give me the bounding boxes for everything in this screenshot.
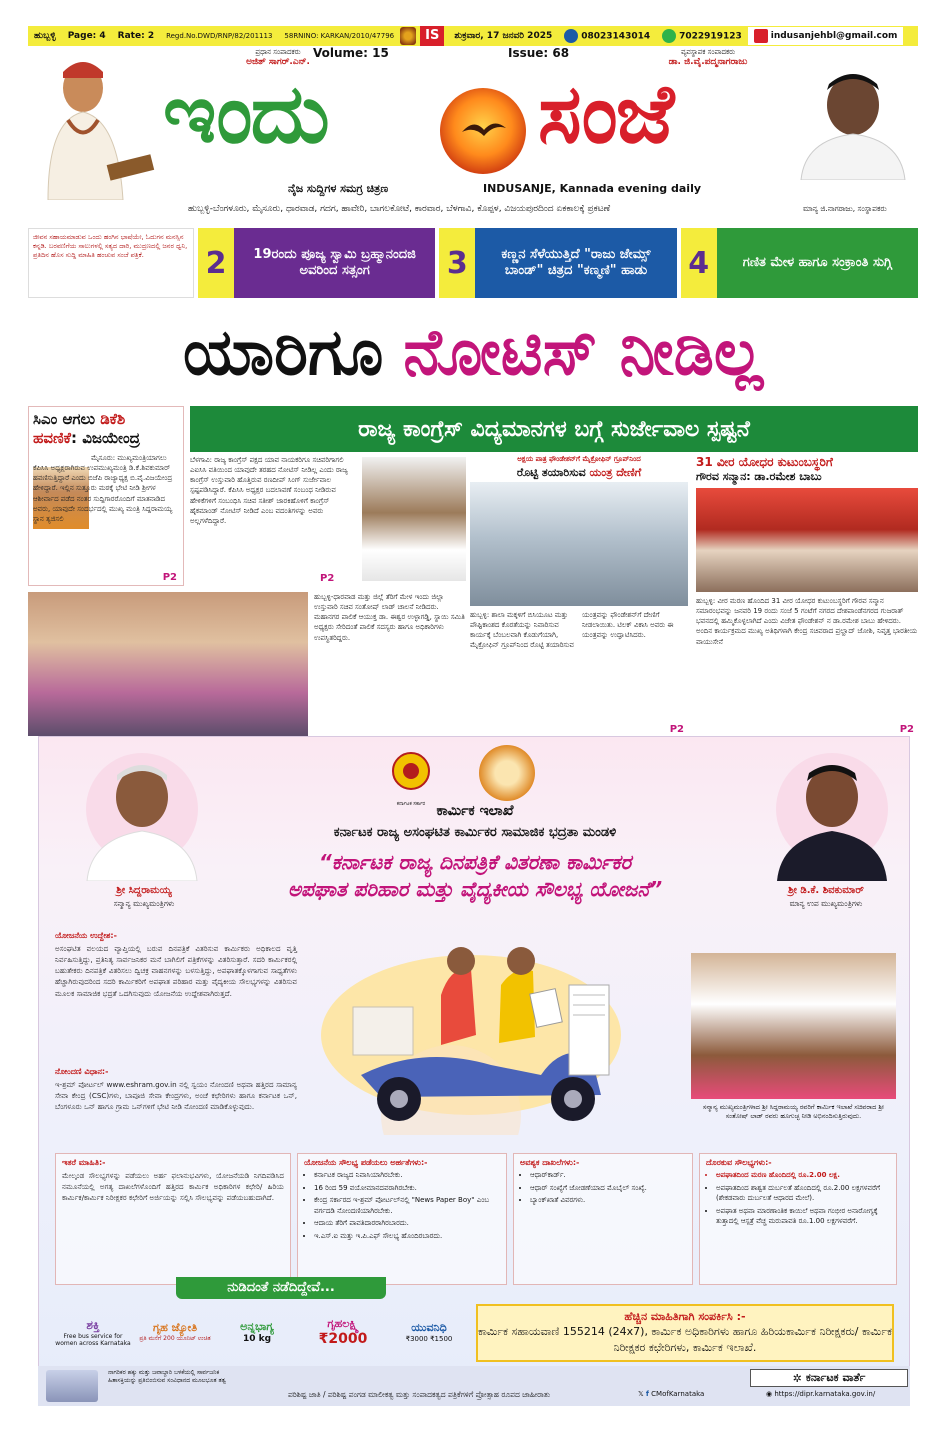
teaser-text: ಗಣಿತ ಮೇಳ ಹಾಗೂ ಸಂಕ್ರಾಂತಿ ಸುಗ್ಗಿ [717, 228, 918, 298]
benefit-item: • ಅಪಘಾತದಿಂದ ಶಾಶ್ವತ ದುರ್ಬಲತೆ ಹೊಂದಿದಲ್ಲಿ ರೂ.2.00 ಲಕ್ಷಗಳವರೆಗೆ (ಶೇಕಡವಾರು ದುರ್ಬಲತೆ ಆಧಾರದ ಮೇಲೆ). [716, 1183, 890, 1204]
cm-felicitation-photo [691, 953, 896, 1099]
teaser-3[interactable] [439, 228, 676, 298]
founder-portrait-right [793, 60, 913, 180]
title-part: ಯಂತ್ರ ದೇಣಿಗೆ [589, 466, 642, 479]
masthead-title-left: ಇಂದು [163, 66, 328, 162]
eligibility-item: • ಕರ್ನಾಟಕ ರಾಜ್ಯದ ನಿವಾಸಿಯಾಗಿರಬೇಕು. [314, 1170, 500, 1181]
contact-box [476, 1304, 894, 1362]
teaser-4[interactable] [681, 228, 918, 298]
main-headline [28, 300, 918, 405]
dcm-portrait [767, 751, 897, 881]
jump-page: P2 [669, 724, 684, 735]
tax-fair-story[interactable] [314, 592, 466, 736]
karnataka-varthe-brand [750, 1369, 908, 1387]
soldiers-title: 31 ವೀರ ಯೋಧರ ಕುಟುಂಬಸ್ಥರಿಗೆ [696, 455, 833, 469]
md-name: ಡಾ. ಜಿ.ವೈ.ಪದ್ಮನಾಗರಾಜು [668, 57, 748, 67]
footer-middle-text: ಪರಿಶಿಷ್ಟ ಜಾತಿ / ಪರಿಶಿಷ್ಟ ಪಂಗಡ ಮಾಲೀಕತ್ವ ಮತ್ತು ಸಂಪಾದಕತ್ವದ ಪತ್ರಿಕೆಗಳಿಗೆ ಪ್ರೋತ್ಸಾಹ ರೂಪದ ಜಾಹೀರಾತು [288, 1390, 551, 1399]
teaser-number: 3 [439, 228, 475, 298]
registration-section [55, 1067, 297, 1112]
gruha-jyothi-logo [137, 1321, 213, 1343]
eligibility-item: • 16 ರಿಂದ 59 ವಯೋಮಾನದವರಾಗಿರಬೇಕು. [314, 1183, 500, 1194]
globe-icon: ◉ [766, 1390, 773, 1398]
other-info-box [55, 1153, 291, 1285]
documents-heading: ಅವಶ್ಯಕ ದಾಖಲೆಗಳು:- [520, 1158, 580, 1167]
scheme-sub: 10 kg [242, 1334, 272, 1344]
teaser-text: 19ರಂದು ಪೂಜ್ಯ ಸ್ವಾಮಿ ಬ್ರಹ್ಮಾನಂದಜಿ ಅವರಿಂದ ಸತ್ಸಂಗ [234, 228, 435, 298]
scheme-name: ಗೃಹಲಕ್ಷ್ಮಿ [327, 1317, 359, 1330]
teaser-row [28, 228, 918, 298]
scheme-sub: ಪ್ರತಿ ಮನೆಗೆ 200 ಯೂನಿಟ್ ಉಚಿತ [139, 1335, 211, 1342]
scheme-name: ಯುವನಿಧಿ [411, 1321, 447, 1334]
title-part: ಸಿಎಂ ಆಗಲು [33, 410, 101, 428]
varthe-logo-icon: ✲ [792, 1371, 802, 1385]
x-icon: 𝕏 [638, 1390, 644, 1398]
other-info-heading: ಇತರೆ ಮಾಹಿತಿ:- [62, 1158, 106, 1167]
side-story-title [29, 407, 183, 448]
board-name: ಕರ್ನಾಟಕ ರಾಜ್ಯ ಅಸಂಘಟಿತ ಕಾರ್ಮಿಕರ ಸಾಮಾಜಿಕ ಭದ್ರತಾ ಮಂಡಳಿ [333, 825, 617, 840]
volume: Volume: 15 [313, 46, 389, 60]
scheme-line-2: ಅಪಘಾತ ಪರಿಹಾರ ಮತ್ತು ವೈದ್ಯಕೀಯ ಸೌಲಭ್ಯ ಯೋಜನೆ” [287, 877, 663, 901]
soldiers-story[interactable] [696, 455, 918, 737]
document-item: • ಆಧಾರ್ ಸಂಖ್ಯೆಗೆ ಜೋಡಣೆಯಾದ ಮೊಬೈಲ್ ಸಂಖ್ಯೆ. [530, 1183, 686, 1194]
objective-heading: ಯೋಜನೆಯ ಉದ್ದೇಶ:- [55, 931, 117, 940]
masthead-info-bar [28, 26, 918, 46]
guarantee-logos [55, 1303, 475, 1361]
scheme-name: ಶಕ್ತಿ [86, 1317, 100, 1332]
eligibility-item: • ಇ.ಎಸ್.ಐ ಮತ್ತು ಇ.ಪಿ.ಎಫ್ ಸೌಲಭ್ಯ ಹೊಂದಿರಬಾರದು. [314, 1231, 500, 1242]
benefits-heading: ದೊರಕುವ ಸೌಲಭ್ಯಗಳು:- [706, 1158, 772, 1167]
roti-machine-photo [470, 482, 688, 606]
contact-heading: ಹೆಚ್ಚಿನ ಮಾಹಿತಿಗಾಗಿ ಸಂಪರ್ಕಿಸಿ :- [624, 1310, 746, 1323]
gruha-lakshmi-logo [301, 1317, 385, 1347]
dcm-role: ಮಾನ್ಯ ಉಪ ಮುಖ್ಯಮಂತ್ರಿಗಳು [789, 899, 863, 908]
intro-blurb: ಜೀವನ ಸಹಾಯಮಾಡುವ ಒಂದು ಹಂಗಿನ ಭಾಷೆಯೇ, ಓದುಗನ ಮನಸ್ಸಿನ ಕನ್ನಡಿ. ಬರವಣಿಗೆಯ ಸಾಲುಗಳಲ್ಲಿ ಸತ್ಯದ ದಾರಿ, ಮುದ್ರಣದಲ್ಲಿ ಜನರ ಧ್ವನಿ, ಪ್ರತಿದಿನ ಹೊಸ ಸುದ್ದಿ ಮಾಹಿತಿ ಹಂಚುವ ಸಂಜೆ ಪತ್ರಿಕೆ. [28, 228, 194, 298]
eligibility-heading: ಯೋಜನೆಯ ಸೌಲಭ್ಯ ಪಡೆಯಲು ಅರ್ಹತೆಗಳು:- [304, 1158, 428, 1167]
teaser-number: 4 [681, 228, 717, 298]
eligibility-box [297, 1153, 507, 1285]
title-part: ಡಿಕೆಶಿ [100, 410, 126, 428]
md-credit [618, 48, 798, 67]
akshaya-kicker: ಅಕ್ಷಯ ಪಾತ್ರ ಫೌಂಡೇಶನ್‌ಗೆ ಮೈಕ್ರೋಫಿನ್ ಗ್ರೂಪ್‌ನಿಂದ [517, 455, 641, 463]
documents-box [513, 1153, 693, 1285]
social-name: CMofKarnataka [651, 1390, 705, 1398]
masthead [28, 48, 918, 224]
scheme-name: ಗೃಹ ಜ್ಯೋತಿ [152, 1321, 198, 1334]
akshaya-body: ಹುಬ್ಬಳ್ಳಿ: ಶಾಲಾ ಮಕ್ಕಳಿಗೆ ಬಿಸಿಯೂಟ ಮತ್ತು ಪೌಷ್ಟಿಕಾಂಶದ ಕೊರತೆಯನ್ನು ನಿವಾರಿಸುವ ಕಾರ್ಯಕ್ಕೆ ಬೆಂಬಲವಾಗಿ ಕೊಡುಗೆಯಾಗಿ, ಮೈಕ್ರೋಫಿನ್ ಗ್ರೂಪ್‌ನಿಂದ ರೊಟ್ಟಿ ತಯಾರಿಸುವ ಯಂತ್ರವನ್ನು ಫೌಂಡೇಶನ್‌ಗೆ ದೇಣಿಗೆ ನೀಡಲಾಯಿತು. ಟಿಲಕ್ ವಿಕಾಸಿ ಅವರು ಈ ಯಂತ್ರವನ್ನು ಉದ್ಘಾಟಿಸಿದರು. [470, 611, 674, 650]
objective-body: ಅಸಂಘಟಿತ ವಲಯದ ವ್ಯಾಪ್ತಿಯಲ್ಲಿ ಬರುವ ದಿನಪತ್ರಿಕೆ ವಿತರಿಸುವ ಕಾರ್ಮಿಕರು ಅಧಿಕಾಲದ ವೃತ್ತಿ ನಿರ್ವಹಿಸುತ್ತಿದ್ದು, ಪ್ರತಿನಿತ್ಯ ಸಾರ್ವಜನಿಕರ ಮನೆ ಬಾಗಿಲಿಗೆ ಪತ್ರಿಕೆಗಳನ್ನು ವಿತರಿಸುತ್ತಾರೆ. ಸದರಿ ಕಾರ್ಮಿಕರಲ್ಲಿ ಬಹುತೇಕರು ದಿನಪತ್ರಿಕೆ ವಿತರಿಸಲು ದ್ವಿಚಕ್ರ ವಾಹನಗಳನ್ನು ಬಳಸುತ್ತಿದ್ದು, ಅಪಘಾತಕ್ಕೊಳಗಾಗುವ ಸಾಧ್ಯತೆಗಳು ಹೆಚ್ಚಾಗಿರುವುದರಿಂದ ಸದರಿ ಕಾರ್ಮಿಕರಿಗೆ ಅಪಘಾತ ಪರಿಹಾರ ಮತ್ತು ವೈದ್ಯಕೀಯ ಸೌಲಭ್ಯಗಳನ್ನು ವಿತರಿಸುವ ಮೂಲಕ ಸಾಮಾಜಿಕ ಭದ್ರತೆ ಒದಗಿಸುವುದು ಯೋಜನೆಯ ಉದ್ದೇಶವಾಗಿರುತ್ತದೆ. [55, 944, 297, 998]
issue: Issue: 68 [508, 46, 570, 60]
cm-name: ಶ್ರೀ ಸಿದ್ದರಾಮಯ್ಯ [116, 885, 172, 896]
soldiers-body: ಹುಬ್ಬಳ್ಳಿ: ವೀರ ಮರಣ ಹೊಂದಿದ 31 ವೀರ ಯೋಧರ ಕುಟುಂಬಸ್ಥರಿಗೆ ಗೌರವ ಸನ್ಮಾನ ಸಮಾರಂಭವನ್ನು ಜನವರಿ 19 ರಂದು ಸಂಜೆ 5 ಗಂಟೆಗೆ ನಗರದ ದೇಶಪಾಂಡೆನಗರದ ಗುಜರಾತ್ ಭವನದಲ್ಲಿ ಹಮ್ಮಿಕೊಳ್ಳಲಾಗಿದೆ ಎಂದು ವಿಜೇತ ಫೌಂಡೇಶನ್ ನ ಡಾ.ರಮೇಶ ಬಾಬು ಹೇಳಿದರು. ಅಂದಿನ ಕಾರ್ಯಕ್ರಮದ ಮುಖ್ಯ ಅತಿಥಿಗಳಾಗಿ ಕೇಂದ್ರ ಸಚಿವರಾದ ಪ್ರಲ್ಹಾದ್ ಜೋಶಿ, ನಿವೃತ್ತ ಭಾರತೀಯ ವಾಯುಸೇನೆ [696, 597, 917, 646]
brand-name: ಕರ್ನಾಟಕ ವಾರ್ತೆ [805, 1371, 866, 1384]
email-address: indusanjehbl@gmail.com [770, 31, 898, 41]
masthead-title-right: ಸಂಜೆ [538, 66, 673, 162]
headline-part1: ಯಾರಿಗೂ [182, 315, 384, 390]
welfare-board-logo-icon [479, 745, 535, 801]
objective-section [55, 931, 297, 999]
benefits-box [699, 1153, 897, 1285]
headline-part2: ನೋಟಿಸ್ ನೀಡಿಲ್ಲ [403, 315, 763, 390]
emblem-text: ಕರ್ನಾಟಕ ಸರ್ಕಾರ [396, 801, 426, 807]
registration-heading: ನೋಂದಣಿ ವಿಧಾನ:- [55, 1067, 109, 1076]
edition-cities: ಹುಬ್ಬಳ್ಳಿ-ಬೆಂಗಳೂರು, ಮೈಸೂರು, ಧಾರವಾಡ, ಗದಗ, ಹಾವೇರಿ, ಬಾಗಲಕೋಟೆ, ಕಾರವಾರ, ಬೆಳಗಾವಿ, ಕೊಪ್ಪಳ, ವಿಜಯಪುರದಿಂದ ಏಕಕಾಲಕ್ಕೆ ಪ್ರಕಟಣೆ [188, 204, 611, 214]
whatsapp-icon [662, 29, 676, 43]
yuva-nidhi-logo [391, 1321, 467, 1343]
jump-page: P2 [320, 573, 335, 584]
soldiers-subtitle: ಗೌರವ ಸನ್ಮಾನ: ಡಾ.ರಮೇಶ ಬಾಬು [696, 470, 822, 483]
akshaya-title [470, 464, 688, 482]
dipr-url: https://dipr.karnataka.gov.in/ [774, 1390, 876, 1398]
mail-icon [754, 29, 768, 43]
cm-portrait [77, 751, 207, 881]
akshaya-story[interactable] [470, 455, 688, 737]
email-link[interactable] [748, 27, 904, 45]
scheme-sub: ₹2000 [318, 1331, 368, 1347]
shakti-logo [55, 1318, 131, 1347]
felicitation-caption: ಸನ್ಮಾನ್ಯ ಮುಖ್ಯಮಂತ್ರಿಗಳಾದ ಶ್ರೀ ಸಿದ್ದರಾಮಯ್ಯ ರವರಿಗೆ ಕಾರ್ಮಿಕ ಇಲಾಖೆ ಸಚಿವರಾದ ಶ್ರೀ ಸಂತೋಷ್ ಲಾಡ್ ರವರು ಹೂಗುಚ್ಛ ನೀಡಿ ಅಭಿನಂದಿಸುತ್ತಿರುವುದು. [702, 1103, 885, 1121]
title-part: : ವಿಜಯೇಂದ್ರ [71, 428, 140, 447]
phone-icon [564, 29, 578, 43]
date: ಶುಕ್ರವಾರ, 17 ಜನವರಿ 2025 [454, 31, 553, 41]
contact-body: ಕಾರ್ಮಿಕ ಸಹಾಯವಾಣಿ 155214 (24x7), ಕಾರ್ಮಿಕ ಅಧಿಕಾರಿಗಳು ಹಾಗೂ ಹಿರಿಯಕಾರ್ಮಿಕ ನಿರೀಕ್ಷಕರು/ ಕಾರ್ಮಿಕ ನಿರೀಕ್ಷಕರ ಕಛೇರಿಗಳು, ಕಾರ್ಮಿಕ ಇಲಾಖೆ. [478, 1325, 892, 1354]
footer-left-text: ನಾಗರಿಕರ ಹಕ್ಕು ಮತ್ತು ಜವಾಬ್ದಾರಿ ಬಳಕೆಯಲ್ಲಿ ಸಾರ್ವಜನಿಕ ಹಿತಾಸಕ್ತಿಯನ್ನು ಪ್ರತಿಬಿಂಬಿಸುವ ಸಂವಿಧಾನದ ಮೂಲಭೂತ ತತ್ವ [108, 1369, 226, 1385]
benefit-item: • ಅಪಘಾತ ಅಥವಾ ಮಾರಣಾಂತಿಕ ಕಾಯಿಲೆ ಅಥವಾ ಗಂಭೀರ ಅನಾರೋಗ್ಯಕ್ಕೆ ತುತ್ತಾದಲ್ಲಿ ಆಸ್ಪತ್ರೆ ವೆಚ್ಚ ಮರುಪಾವತಿ ರೂ.1.00 ಲಕ್ಷಗಳವರೆಗೆ. [716, 1206, 890, 1227]
founder-caption: ಮಾನ್ಯ ಜಿ.ನಾಗರಾಜು, ಸಂಸ್ಥಾಪಕರು [803, 204, 887, 213]
social-handle[interactable] [638, 1390, 704, 1398]
scheme-sub: Free bus service for women across Karnataka [55, 1332, 131, 1347]
department-name: ಕಾರ್ಮಿಕ ಇಲಾಖೆ [436, 803, 514, 819]
side-story-body: ಮೈಸೂರು: ಮುಖ್ಯಮಂತ್ರಿಯಾಗಲು ಕೆಪಿಸಿಸಿ ಅಧ್ಯಕ್ಷರಾಗಿರುವ ಉಪಮುಖ್ಯಮಂತ್ರಿ ಡಿ.ಕೆ.ಶಿವಕುಮಾರ್ ಹವಣಿಸುತ್ತಿದ್ದಾರೆ ಎಂದು ಬಿಜೆಪಿ ರಾಜ್ಯಾಧ್ಯಕ್ಷ ಬಿ.ವೈ.ವಿಜಯೇಂದ್ರ ಹೇಳಿದ್ದಾರೆ. ಇಲ್ಲಿನ ಸುತ್ತೂರು ಮಠಕ್ಕೆ ಭೇಟಿ ನೀಡಿ ಶ್ರೀಗಳ ಆಶೀರ್ವಾದ ಪಡೆದ ನಂತರ ಸುದ್ದಿಗಾರರೊಂದಿಗೆ ಮಾತನಾಡಿದ ಅವರು, ಯಾವುದೇ ಸಂದರ್ಭದಲ್ಲಿ ಮುಖ್ಯ ಮಂತ್ರಿ ಸಿದ್ದರಾಮಯ್ಯ ಸ್ಥಾನ ತ್ಯಜಿಸಲಿ [33, 454, 173, 523]
phone-whatsapp[interactable] [656, 29, 748, 43]
cm-role: ಸನ್ಮಾನ್ಯ ಮುಖ್ಯಮಂತ್ರಿಗಳು [113, 899, 175, 908]
sunset-logo-icon [440, 88, 526, 174]
deity-icon [400, 27, 416, 45]
edition-label: ಹುಬ್ಬಳ್ಳಿ [34, 31, 56, 41]
title-part: ಹವಣಿಕೆ [33, 428, 71, 447]
dcm-name: ಶ್ರೀ ಡಿ.ಕೆ. ಶಿವಕುಮಾರ್ [788, 885, 864, 896]
side-story[interactable] [28, 406, 184, 586]
other-info-body: ಮೇಲ್ಕಂಡ ಸೌಲಭ್ಯಗಳನ್ನು ಪಡೆಯಲು ಅರ್ಹ ಫಲಾನುಭವಿಗಳು, ಯೋಜನೆಯಡಿ ನಿಗದಿಪಡಿಸಿದ ನಮೂನೆಯಲ್ಲಿ ಅಗತ್ಯ ದಾಖಲೆಗಳೊಂದಿಗೆ ಹತ್ತಿರದ ಕಾರ್ಮಿಕ ಅಧಿಕಾರಿಗಳ ಕಛೇರಿ/ ಹಿರಿಯ ಕಾರ್ಮಿಕ/ಕಾರ್ಮಿಕ ನಿರೀಕ್ಷಕರ ಕಛೇರಿಗೆ ಅರ್ಜಿಯನ್ನು ಸಲ್ಲಿಸಿ ಸೌಲಭ್ಯವನ್ನು ಪಡೆಯಬಹುದಾಗಿದೆ. [62, 1171, 284, 1203]
anna-bhagya-logo [219, 1320, 295, 1344]
guarantee-strip-title: ನುಡಿದಂತೆ ನಡೆದಿದ್ದೇವೆ... [176, 1277, 386, 1299]
registration-body: ಇ-ಶ್ರಮ್ ಪೋರ್ಟಲ್ www.eshram.gov.in ನಲ್ಲಿ ಸ್ವಯಂ ನೋಂದಣಿ ಅಥವಾ ಹತ್ತಿರದ ಸಾಮಾನ್ಯ ಸೇವಾ ಕೇಂದ್ರ (CSC)ಗಳು, ಬಾಪೂಜಿ ಸೇವಾ ಕೇಂದ್ರಗಳು, ಅಂಚೆ ಕಛೇರಿಗಳು ಹಾಗೂ ಕರ್ನಾಟಕ ಒನ್, ಬೆಂಗಳೂರು ಒನ್ ಹಾಗೂ ಗ್ರಾಮ ಒನ್‌ಗಳಿಗೆ ಭೇಟಿ ನೀಡಿ ನೋಂದಣಿ ಮಾಡಿಕೊಳ್ಳುವುದು. [55, 1080, 297, 1112]
title-part: ರೊಟ್ಟಿ ತಯಾರಿಸುವ [516, 466, 590, 479]
dipr-link[interactable] [766, 1390, 875, 1398]
vidhana-soudha-icon [46, 1370, 98, 1402]
tagline-english: INDUSANJE, Kannada evening daily [483, 182, 702, 195]
soldiers-event-photo [696, 488, 918, 592]
scheme-line-1: “ಕರ್ನಾಟಕ ರಾಜ್ಯ ದಿನಪತ್ರಿಕೆ ವಿತರಣಾ ಕಾರ್ಮಿಕರ [318, 850, 632, 874]
document-item: • ಬ್ಯಾಂಕ್‌ಖಾತೆ ವಿವರಗಳು. [530, 1195, 686, 1206]
jump-page: P2 [162, 572, 177, 583]
md-label: ವ್ಯವಸ್ಥಾಪಕ ಸಂಪಾದಕರು [680, 48, 736, 56]
registration-number: Regd.No.DWD/RNP/82/201113 [166, 32, 273, 40]
scheme-title [219, 849, 731, 903]
rni-number: 58RNINO: KARKAN/2010/47796 [284, 32, 395, 40]
jump-page: P2 [899, 724, 914, 735]
tagline-kannada: ನೈಜ ಸುದ್ದಿಗಳ ಸಮಗ್ರ ಚಿತ್ರಣ [288, 182, 389, 195]
teaser-number: 2 [198, 228, 234, 298]
document-item: • ಆಧಾರ್‌ಕಾರ್ಡ್. [530, 1170, 686, 1181]
editor-name: ಅಜಿತ್ ಸಾಗರ್.ಎನ್. [246, 57, 310, 67]
scheme-sub: ₹3000 ₹1500 [405, 1335, 453, 1343]
editor-label: ಪ್ರಧಾನ ಸಂಪಾದಕರು [255, 48, 301, 56]
phone-number: 08023143014 [581, 31, 651, 42]
lead-story-body: ಬೆಳಗಾವಿ: ರಾಜ್ಯ ಕಾಂಗ್ರೆಸ್ ಪಕ್ಷದ ಯಾವ ನಾಯಕರಿಗೂ ಸಚಿವರಿಗಾಗಲಿ ಎಐಸಿಸಿ ವತಿಯಿಂದ ಯಾವುದೇ ತರಹದ ನೋಟಿಸ್ ನೀಡಿಲ್ಲ ಎಂದು ರಾಜ್ಯ ಕಾಂಗ್ರೆಸ್ ಉಸ್ತುವಾರಿ ಹೊತ್ತಿರುವ ರಣದೀಪ್ ಸಿಂಗ್ ಸುರ್ಜೇವಾಲ ಸ್ಪಷ್ಟಪಡಿಸಿದ್ದಾರೆ. ಕೆಪಿಸಿಸಿ ಅಧ್ಯಕ್ಷರ ಬದಲಾವಣೆ ಸಂಬಂಧ ನೀಡಿರುವ ಹೇಳಿಕೆಗಳಿಗೆ ಸಂಬಂಧಿಸಿ ಸಚಿವ ಸತೀಶ್ ಜಾರಕಿಹೊಳಿಗೆ ಕಾಂಗ್ರೆಸ್ ಹೈಕಮಾಂಡ್ ನೋಟಿಸ್ ನೀಡಿದೆ ಎಂಬ ವದಂತಿಗಳನ್ನು ಅವರು ಅಲ್ಲಗಳೆದಿದ್ದಾರೆ. [190, 456, 348, 525]
surjewala-photo [362, 457, 466, 581]
benefit-item: • ಅಪಘಾತದಿಂದ ಮರಣ ಹೊಂದಿದಲ್ಲಿ ರೂ.2.00 ಲಕ್ಷ. [716, 1170, 890, 1181]
facebook-icon: f [645, 1390, 649, 1398]
price: Rate: 2 [117, 31, 155, 41]
sub-headline: ರಾಜ್ಯ ಕಾಂಗ್ರೆಸ್ ವಿದ್ಯಮಾನಗಳ ಬಗ್ಗೆ ಸುರ್ಜೇವಾಲ ಸ್ಪಷ್ಟನೆ [190, 406, 918, 452]
whatsapp-number: 7022919123 [679, 31, 742, 42]
page-number: Page: 4 [67, 31, 106, 41]
eligibility-item: • ಆದಾಯ ತೆರಿಗೆ ಪಾವತಿದಾರರಾಗಿರಬಾರದು. [314, 1218, 500, 1229]
eligibility-item: • ಕೇಂದ್ರ ಸರ್ಕಾರದ ಇ-ಶ್ರಮ್ ಪೋರ್ಟಲ್‌ನಲ್ಲಿ "News Paper Boy" ಎಂಬ ವರ್ಗದಡಿ ನೋಂದಣಿಯಾಗಿರಬೇಕು. [314, 1195, 500, 1216]
tax-fair-photo [28, 592, 308, 736]
lead-story[interactable] [190, 455, 466, 586]
tax-fair-body: ಹುಬ್ಬಳ್ಳಿ-ಧಾರವಾಡ ಮತ್ತು ಜಿಲ್ಲೆ ತೆರಿಗೆ ಮೇಳ ಇಂದು ಜಿಲ್ಲಾ ಉಸ್ತುವಾರಿ ಸಚಿವ ಸಂತೋಷ್ ಲಾಡ್ ಚಾಲನೆ ನೀಡಿದರು. ಮಹಾನಗರ ಪಾಲಿಕೆ ಆಯುಕ್ತ ಡಾ. ಈಶ್ವರ ಉಳ್ಳಾಗಡ್ಡಿ, ಸ್ಥಾಯಿ ಸಮಿತಿ ಅಧ್ಯಕ್ಷರು ಸೇರಿದಂತೆ ಪಾಲಿಕೆ ಸದಸ್ಯರು ಹಾಗೂ ಅಧಿಕಾರಿಗಳು ಉಪಸ್ಥಿತರಿದ್ದರು. [314, 593, 465, 642]
karnataka-emblem-icon [384, 749, 438, 809]
founder-portrait-left [28, 50, 158, 200]
teaser-text: ಕಣ್ಣನ ಸೆಳೆಯುತ್ತಿದೆ "ರಾಜು ಜೇಮ್ಸ್ ಬಾಂಡ್" ಚಿತ್ರದ "ಕಣ್ಮಣಿ" ಹಾಡು [475, 228, 676, 298]
paper-logo: IS [420, 26, 444, 46]
newspaper-delivery-illustration [301, 925, 641, 1135]
scheme-name: ಅನ್ನಭಾಗ್ಯ [240, 1320, 274, 1333]
phone-landline[interactable] [558, 29, 656, 43]
teaser-2[interactable] [198, 228, 435, 298]
